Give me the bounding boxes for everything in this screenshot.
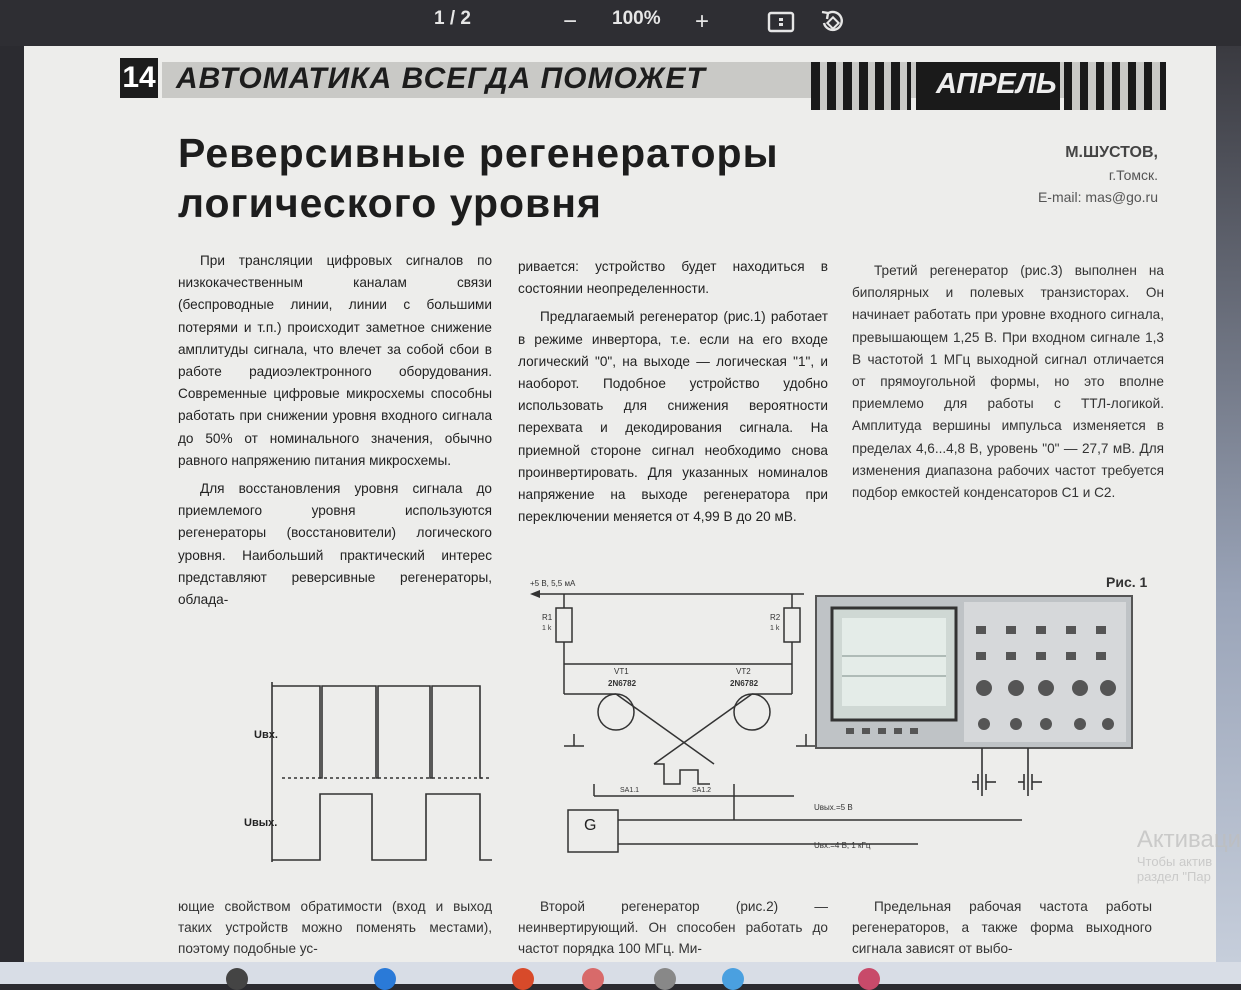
paragraph: Второй регенератор (рис.2) — неинвертирующий. Он способен работать до частот порядка 100 МГц. Ми-: [518, 899, 828, 956]
r2-value: 1 k: [770, 625, 780, 632]
bottom-column-1: [178, 896, 492, 959]
uin-label: Uвх.: [254, 729, 278, 741]
page-number: 14: [120, 58, 158, 98]
vt2-type: 2N6782: [730, 679, 759, 688]
author-name: М.ШУСТОВ,: [1065, 144, 1158, 161]
paragraph: Предельная рабочая частота работы регенераторов, а также форма выходного сигнала зависят от выбо-: [852, 899, 1152, 956]
watermark-line-1: Активаци: [1136, 826, 1241, 853]
bottom-column-2: [518, 896, 828, 959]
paragraph: ривается: устройство будет находиться в состоянии неопределенности.: [518, 259, 828, 297]
fit-page-icon: [767, 10, 795, 34]
document-page: [24, 46, 1216, 966]
sa2-label: SA1.2: [692, 787, 712, 794]
rotate-icon: [819, 8, 847, 36]
viewer-toolbar: [0, 0, 1241, 46]
header-stripes: [811, 62, 911, 110]
taskbar-app-icon[interactable]: [374, 968, 396, 990]
author-block: [1038, 142, 1158, 208]
text-column-1: [178, 250, 492, 611]
section-title: АВТОМАТИКА ВСЕГДА ПОМОЖЕТ: [176, 62, 706, 95]
uout-value: Uвых.=5 В: [814, 803, 853, 812]
title-line-1: Реверсивные регенераторы: [178, 130, 779, 176]
month-label: АПРЕЛЬ: [936, 68, 1057, 100]
generator-label: G: [584, 817, 597, 834]
taskbar-app-icon[interactable]: [722, 968, 744, 990]
title-line-2: логического уровня: [178, 180, 602, 226]
paragraph: Предлагаемый регенератор (рис.1) работает в режиме инвертора, т.е. если на его входе логический "0", на выходе — логическая "1", и наоборот. Подобное устройство удобно использовать для снижения вероятности перехвата и декодирования сигнала. На приемной стороне сигнал необходимо снова проинвертировать. Для указанных номиналов напряжение на выходе регенератора при переключении меняется от 4,99 В до 20 мВ.: [518, 309, 828, 525]
taskbar-app-icon[interactable]: [654, 968, 676, 990]
zoom-out-button[interactable]: [555, 7, 585, 37]
figure-label: Рис. 1: [1106, 574, 1148, 590]
paragraph: При трансляции цифровых сигналов по низкокачественным каналам связи (беспроводные линии, линии с большими потерями и т.п.) происходит заметное снижение амплитуды сигнала, что влечет за собой сбои в работе радиоэлектронного оборудования. Современные цифровые микросхемы способны работать при снижении уровня входного сигнала до 50% от номинального значения, обычно равного напряжению питания микросхемы.: [178, 253, 492, 468]
paragraph: ющие свойством обратимости (вход и выход таких устройств можно поменять местами), поэтому подобные ус-: [178, 899, 492, 956]
supply-label: +5 В, 5,5 мА: [530, 579, 576, 588]
uin-value: Uвх.=4 В, 1 кГц: [814, 841, 871, 850]
sa1-label: SA1.1: [620, 787, 640, 794]
activation-watermark: [1137, 826, 1241, 884]
uout-label: Uвых.: [244, 817, 278, 829]
page-indicator[interactable]: 1 / 2: [434, 8, 471, 29]
vt1-type: 2N6782: [608, 679, 637, 688]
watermark-line-2: Чтобы актив: [1136, 854, 1213, 869]
zoom-in-button[interactable]: [687, 7, 717, 37]
taskbar-app-icon[interactable]: [582, 968, 604, 990]
taskbar-app-icon[interactable]: [512, 968, 534, 990]
r1-value: 1 k: [542, 625, 552, 632]
r2-label: R2: [770, 613, 781, 622]
taskbar-app-icon[interactable]: [226, 968, 248, 990]
header-stripes-right: [1064, 62, 1166, 110]
watermark-line-3: раздел "Пар: [1136, 869, 1211, 884]
desktop-background: [1216, 46, 1241, 962]
taskbar: [0, 962, 1241, 984]
r1-label: R1: [542, 613, 553, 622]
paragraph: Третий регенератор (рис.3) выполнен на биполярных и полевых транзисторах. Он начинает работать при уровне входного сигнала, превышающем 1,25 В. При входном сигнале 1,3 В частотой 1 МГц выходной сигнал отличается от прямоугольной формы, но это вполне приемлемо для работы с ТТЛ-логикой. Амплитуда вершины импульса изменяется в пределах 4,6...4,8 В, уровень "0" — 27,7 мВ. Для изменения диапазона рабочих частот требуется подбор емкостей конденсаторов С1 и С2.: [852, 263, 1164, 501]
bottom-column-3: [852, 896, 1152, 959]
circuit-schematic: [514, 574, 871, 860]
taskbar-app-icon[interactable]: [858, 968, 880, 990]
text-column-2: [518, 256, 828, 528]
oscilloscope-photo: [816, 596, 1138, 796]
author-email: E-mail: mas@go.ru: [1037, 189, 1158, 205]
vt2-label: VT2: [736, 667, 751, 676]
plus-icon: +: [694, 8, 709, 35]
vt1-label: VT1: [614, 667, 629, 676]
timing-diagram: [244, 682, 500, 868]
author-city: г.Томск.: [1108, 167, 1158, 183]
fit-page-button[interactable]: [766, 7, 796, 37]
article-title: [178, 128, 779, 228]
paragraph: Для восстановления уровня сигнала до приемлемого уровня используются регенераторы (восстановители) логического уровня. Наибольший практический интерес представляют реверсивные регенераторы, облада-: [178, 481, 492, 608]
zoom-level[interactable]: 100%: [612, 8, 661, 29]
minus-icon: −: [562, 8, 577, 35]
text-column-3: [852, 260, 1164, 504]
rotate-button[interactable]: [818, 7, 848, 37]
